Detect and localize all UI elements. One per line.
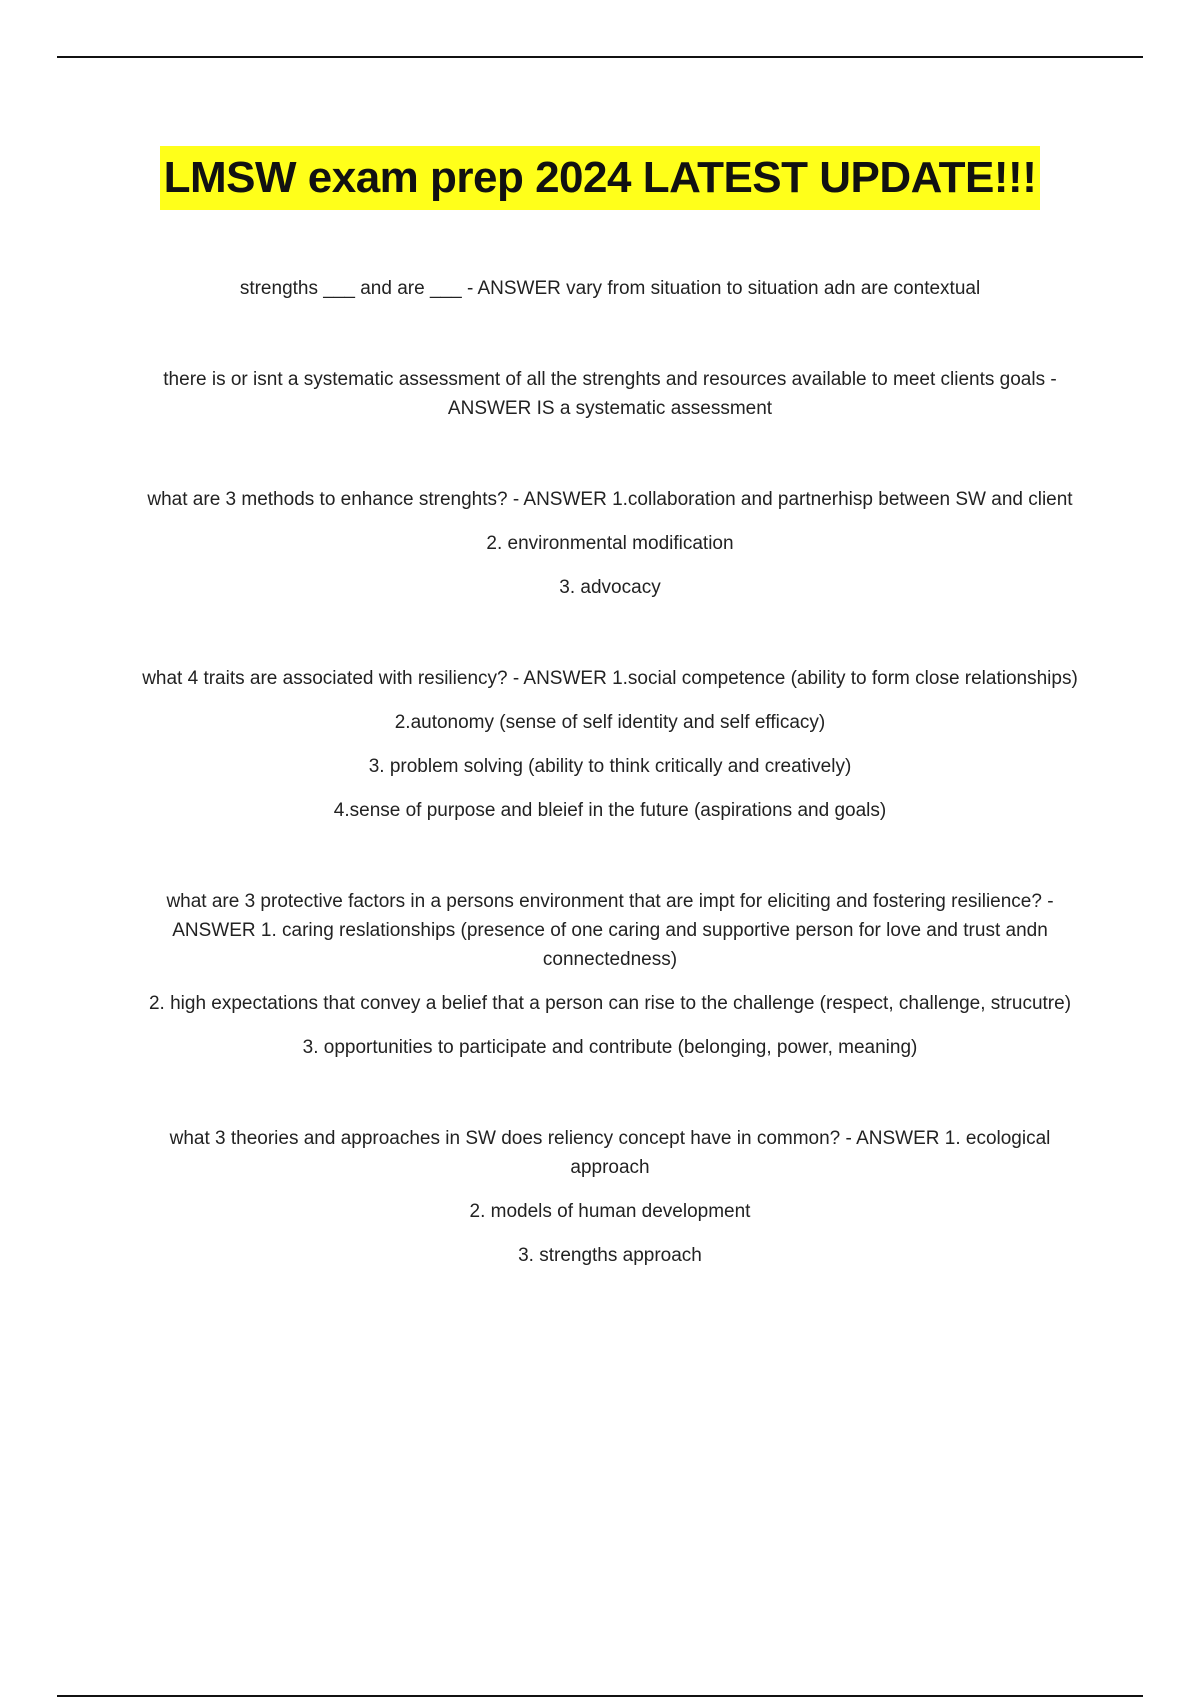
answer-list-item: 2. environmental modification (486, 533, 734, 554)
qa-item (140, 887, 1080, 1062)
question-answer-line: strengths ___ and are ___ - ANSWER vary from situation to situation adn are contextual (239, 278, 981, 299)
bottom-rule (57, 1695, 1143, 1697)
qa-item (140, 664, 1080, 825)
answer-list-item: 2.autonomy (sense of self identity and self efficacy) (394, 712, 826, 733)
question-answer-line: what are 3 protective factors in a persons environment that are impt for eliciting and fostering resilience? - ANSWER 1. caring reslationships (presence of one caring and supportive person for love and trust andn connectedness) (166, 891, 1054, 970)
answer-list-item: 2. high expectations that convey a belief that a person can rise to the challenge (respect, challenge, strucutre) (148, 993, 1072, 1014)
answer-list-item: 3. advocacy (559, 577, 661, 598)
title-container (0, 146, 1200, 210)
answer-list-item: 3. problem solving (ability to think critically and creatively) (368, 756, 852, 777)
qa-item (140, 1124, 1080, 1270)
qa-item (140, 365, 1080, 423)
question-answer-line: what 4 traits are associated with resiliency? - ANSWER 1.social competence (ability to form close relationships) (142, 668, 1078, 689)
question-answer-line: what are 3 methods to enhance strenghts? - ANSWER 1.collaboration and partnerhisp between SW and client (147, 489, 1073, 510)
answer-list-item: 4.sense of purpose and bleief in the future (aspirations and goals) (333, 800, 887, 821)
answer-list-item: 2. models of human development (469, 1201, 751, 1222)
answer-list-item: 3. opportunities to participate and contribute (belonging, power, meaning) (302, 1037, 918, 1058)
qa-item (140, 485, 1080, 602)
question-answer-line: there is or isnt a systematic assessment of all the strenghts and resources available to meet clients goals - ANSWER IS a systematic assessment (163, 369, 1057, 419)
question-answer-line: what 3 theories and approaches in SW does reliency concept have in common? - ANSWER 1. ecological approach (169, 1128, 1051, 1178)
top-rule (57, 56, 1143, 58)
document-body (140, 274, 1080, 1270)
answer-list-item: 3. strengths approach (518, 1245, 702, 1266)
qa-item (140, 274, 1080, 303)
document-title: LMSW exam prep 2024 LATEST UPDATE!!! (160, 146, 1041, 210)
